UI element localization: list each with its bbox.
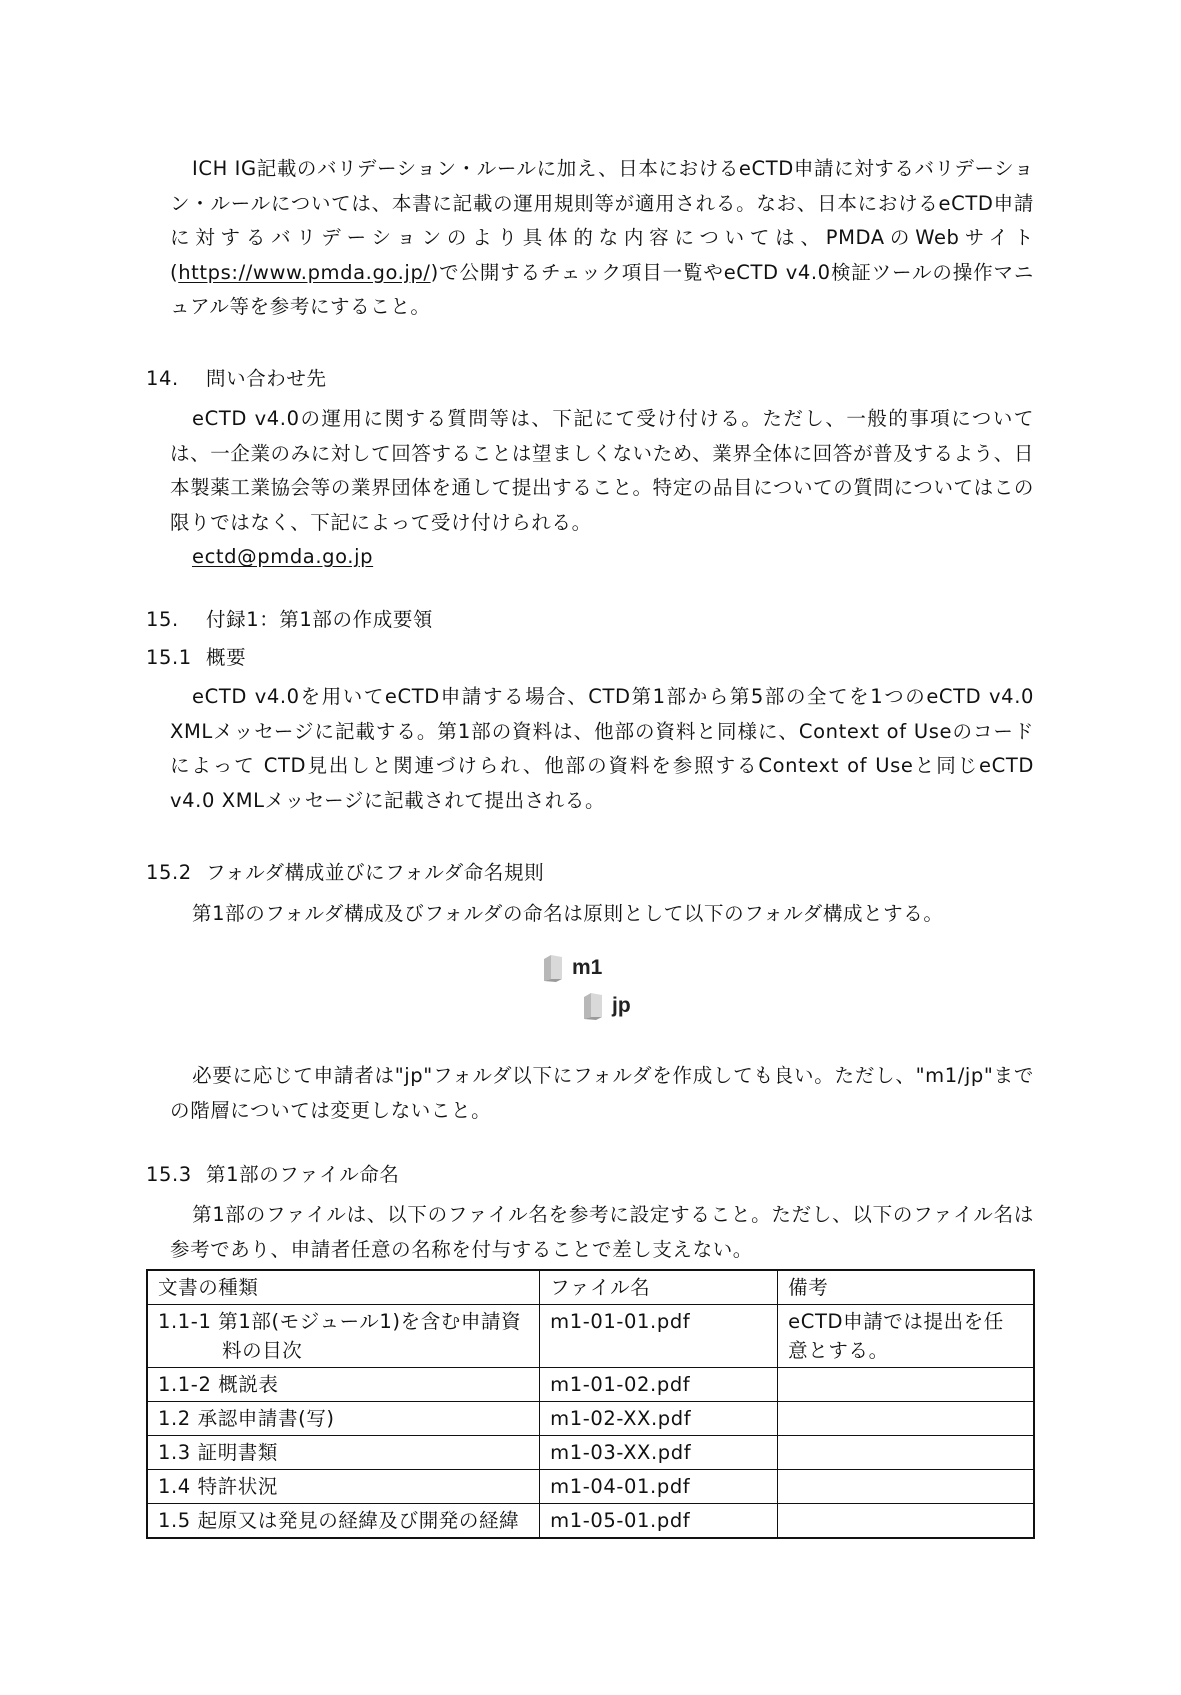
contact-paragraph: [170, 402, 1034, 540]
file-naming-text: 第1部のファイルは、以下のファイル名を参考に設定すること。ただし、以下のファイル名は参考であり、申請者任意の名称を付与することで差し支えない。: [170, 1203, 1034, 1261]
overview-text: eCTD v4.0を用いてeCTD申請する場合、CTD第1部から第5部の全てを1つのeCTD v4.0 XMLメッセージに記載する。第1部の資料は、他部の資料と同様に、Context of Useのコードによって CTD見出しと関連づけられ、他部の資料を参照するContext of Useと同じeCTD v4.0 XMLメッセージに記載されて提出される。: [170, 685, 1034, 812]
file-naming-paragraph: [170, 1198, 1034, 1267]
folder-label: jp: [612, 994, 631, 1017]
table-row: [147, 1436, 1034, 1470]
folder-note-paragraph: [170, 1059, 1034, 1128]
folder-note-text: 必要に応じて申請者は"jp"フォルダ以下にフォルダを作成しても良い。ただし、"m1/jp"までの階層については変更しないこと。: [170, 1064, 1034, 1122]
remarks-cell: [778, 1504, 1034, 1539]
folder-label: m1: [572, 956, 603, 979]
file-name-cell: m1-01-01.pdf: [540, 1305, 778, 1368]
remarks-cell: [778, 1402, 1034, 1436]
section-number: 15.1: [146, 646, 192, 669]
validation-text-2: )で公開するチェック項目一覧やeCTD v4.0検証ツールの操作マニュアル等を参考にすること。: [170, 260, 1034, 318]
table-row: [147, 1402, 1034, 1436]
file-name-cell: m1-02-XX.pdf: [540, 1402, 778, 1436]
remarks-cell: eCTD申請では提出を任意とする。: [778, 1305, 1034, 1368]
section-15-heading: [146, 605, 433, 635]
remarks-cell: [778, 1368, 1034, 1402]
section-14-heading: [146, 364, 327, 394]
remarks-cell: [778, 1470, 1034, 1504]
cell-text: 1.5 起原又は発見の経緯及び開発の経緯: [158, 1509, 520, 1532]
document-type-cell: 1.2 承認申請書(写): [147, 1402, 540, 1436]
section-15-3-heading: [146, 1160, 400, 1190]
pmda-website-link[interactable]: https://www.pmda.go.jp/: [178, 260, 431, 284]
file-name-cell: m1-04-01.pdf: [540, 1470, 778, 1504]
remarks-cell: [778, 1436, 1034, 1470]
folder-tree: [542, 953, 652, 1033]
overview-paragraph: [170, 680, 1034, 818]
cell-text: 1.1-1 第1部(モジュール1)を含む申請資料の目次: [158, 1310, 522, 1362]
table-row: [147, 1368, 1034, 1402]
validation-paragraph: [170, 152, 1034, 325]
section-number: 15.3: [146, 1163, 192, 1186]
document-type-cell: [147, 1504, 540, 1539]
validation-text-1: ICH IG記載のバリデーション・ルールに加え、日本におけるeCTD申請に対するバリデーション・ルールについては、本書に記載の運用規則等が適用される。なお、日本におけるeCTD申請に対するバリデーションのより具体的な内容については、PMDAのWebサイト(: [170, 157, 1034, 284]
folder-icon: [542, 953, 566, 983]
document-type-cell: 1.4 特許状況: [147, 1470, 540, 1504]
folder-intro-text: 第1部のフォルダ構成及びフォルダの命名は原則として以下のフォルダ構成とする。: [192, 902, 944, 925]
contact-email-link[interactable]: ectd@pmda.go.jp: [192, 545, 374, 568]
contact-text: eCTD v4.0の運用に関する質問等は、下記にて受け付ける。ただし、一般的事項については、一企業のみに対して回答することは望ましくないため、業界全体に回答が普及するよう、日本製薬工業協会等の業界団体を通して提出すること。特定の品目についての質問についてはこの限りではなく、下記によって受け付けられる。: [170, 407, 1034, 534]
document-type-cell: 1.1-2 概説表: [147, 1368, 540, 1402]
section-number: 14.: [146, 367, 179, 390]
table-row: [147, 1470, 1034, 1504]
table-row: [147, 1504, 1034, 1539]
folder-item-jp[interactable]: [582, 991, 631, 1021]
table-header-row: [147, 1270, 1034, 1305]
folder-intro-paragraph: [170, 897, 1034, 932]
header-file-name: ファイル名: [540, 1270, 778, 1305]
folder-item-m1[interactable]: [542, 953, 602, 983]
file-name-cell: m1-03-XX.pdf: [540, 1436, 778, 1470]
section-title: 問い合わせ先: [206, 367, 327, 390]
document-type-cell: [147, 1305, 540, 1368]
folder-icon: [582, 991, 606, 1021]
header-document-type: 文書の種類: [147, 1270, 540, 1305]
section-title: 第1部のファイル命名: [206, 1163, 400, 1186]
section-15-1-heading: [146, 643, 246, 673]
section-title: 付録1：第1部の作成要領: [206, 608, 434, 631]
section-title: フォルダ構成並びにフォルダ命名規則: [206, 861, 545, 884]
file-name-cell: m1-01-02.pdf: [540, 1368, 778, 1402]
file-name-cell: m1-05-01.pdf: [540, 1504, 778, 1539]
table-row: [147, 1305, 1034, 1368]
section-number: 15.: [146, 608, 179, 631]
document-type-cell: 1.3 証明書類: [147, 1436, 540, 1470]
section-number: 15.2: [146, 861, 192, 884]
section-title: 概要: [206, 646, 247, 669]
section-15-2-heading: [146, 858, 544, 888]
file-naming-table: [146, 1269, 1035, 1539]
header-remarks: 備考: [778, 1270, 1034, 1305]
